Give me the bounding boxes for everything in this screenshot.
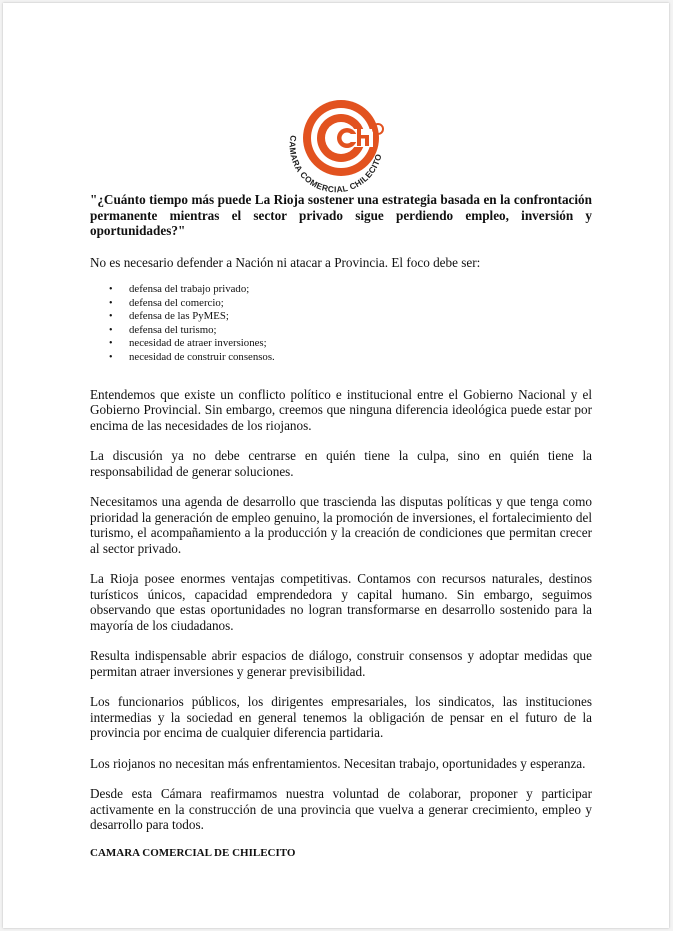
list-item: • defensa del turismo; bbox=[129, 324, 592, 338]
paragraph: Necesitamos una agenda de desarrollo que trascienda las disputas políticas y que tenga como prioridad la generación de empleo genuino, la promoción de inversiones, el fortalecimiento del turismo, el acompañamiento a la producción y la creación de condiciones que permitan crecer al sector privado. bbox=[90, 494, 592, 556]
list-item: • defensa del comercio; bbox=[129, 297, 592, 311]
paragraph: Desde esta Cámara reafirmamos nuestra voluntad de colaborar, proponer y participar activamente en la construcción de una provincia que vuelva a generar crecimiento, empleo y desarrollo para todos. bbox=[90, 786, 592, 833]
camara-comercial-chilecito-logo bbox=[281, 95, 399, 195]
list-item: • necesidad de construir consensos. bbox=[129, 351, 592, 365]
list-item: • defensa de las PyMES; bbox=[129, 310, 592, 324]
paragraph: Los funcionarios públicos, los dirigentes empresariales, los sindicatos, las instituciones intermedias y la sociedad en general tenemos la obligación de pensar en el futuro de la provincia por encima de cualquier diferencia partidaria. bbox=[90, 694, 592, 741]
document-body bbox=[90, 192, 592, 860]
document-title: "¿Cuánto tiempo más puede La Rioja sostener una estrategia basada en la confrontación permanente mientras el sector privado sigue perdiendo empleo, inversión y oportunidades?" bbox=[90, 192, 592, 238]
list-item: • defensa del trabajo privado; bbox=[129, 283, 592, 297]
paragraph: Resulta indispensable abrir espacios de diálogo, construir consensos y adoptar medidas que permitan atraer inversiones y generar previsibilidad. bbox=[90, 648, 592, 679]
list-item: • necesidad de atraer inversiones; bbox=[129, 337, 592, 351]
focus-list bbox=[90, 283, 592, 365]
paragraph: Los riojanos no necesitan más enfrentamientos. Necesitan trabajo, oportunidades y esperanza. bbox=[90, 755, 586, 771]
signature: CAMARA COMERCIAL DE CHILECITO bbox=[90, 846, 296, 859]
logo-arc-text: CAMARA COMERCIAL CHILECITO bbox=[287, 134, 384, 195]
document-page bbox=[3, 3, 669, 928]
paragraph: Entendemos que existe un conflicto político e institucional entre el Gobierno Nacional y el Gobierno Provincial. Sin embargo, creemos que ninguna diferencia ideológica puede estar por encima de las necesidades de los riojanos. bbox=[90, 386, 592, 433]
intro-paragraph: No es necesario defender a Nación ni atacar a Provincia. El foco debe ser: bbox=[90, 254, 481, 270]
paragraph: La discusión ya no debe centrarse en quién tiene la culpa, sino en quién tiene la responsabilidad de generar soluciones. bbox=[90, 448, 592, 479]
paragraph: La Rioja posee enormes ventajas competitivas. Contamos con recursos naturales, destinos turísticos únicos, capacidad emprendedora y capital humano. Sin embargo, seguimos observando que estas oportunidades no logran transformarse en desarrollo sostenido para la mayoría de los ciudadanos. bbox=[90, 571, 592, 633]
